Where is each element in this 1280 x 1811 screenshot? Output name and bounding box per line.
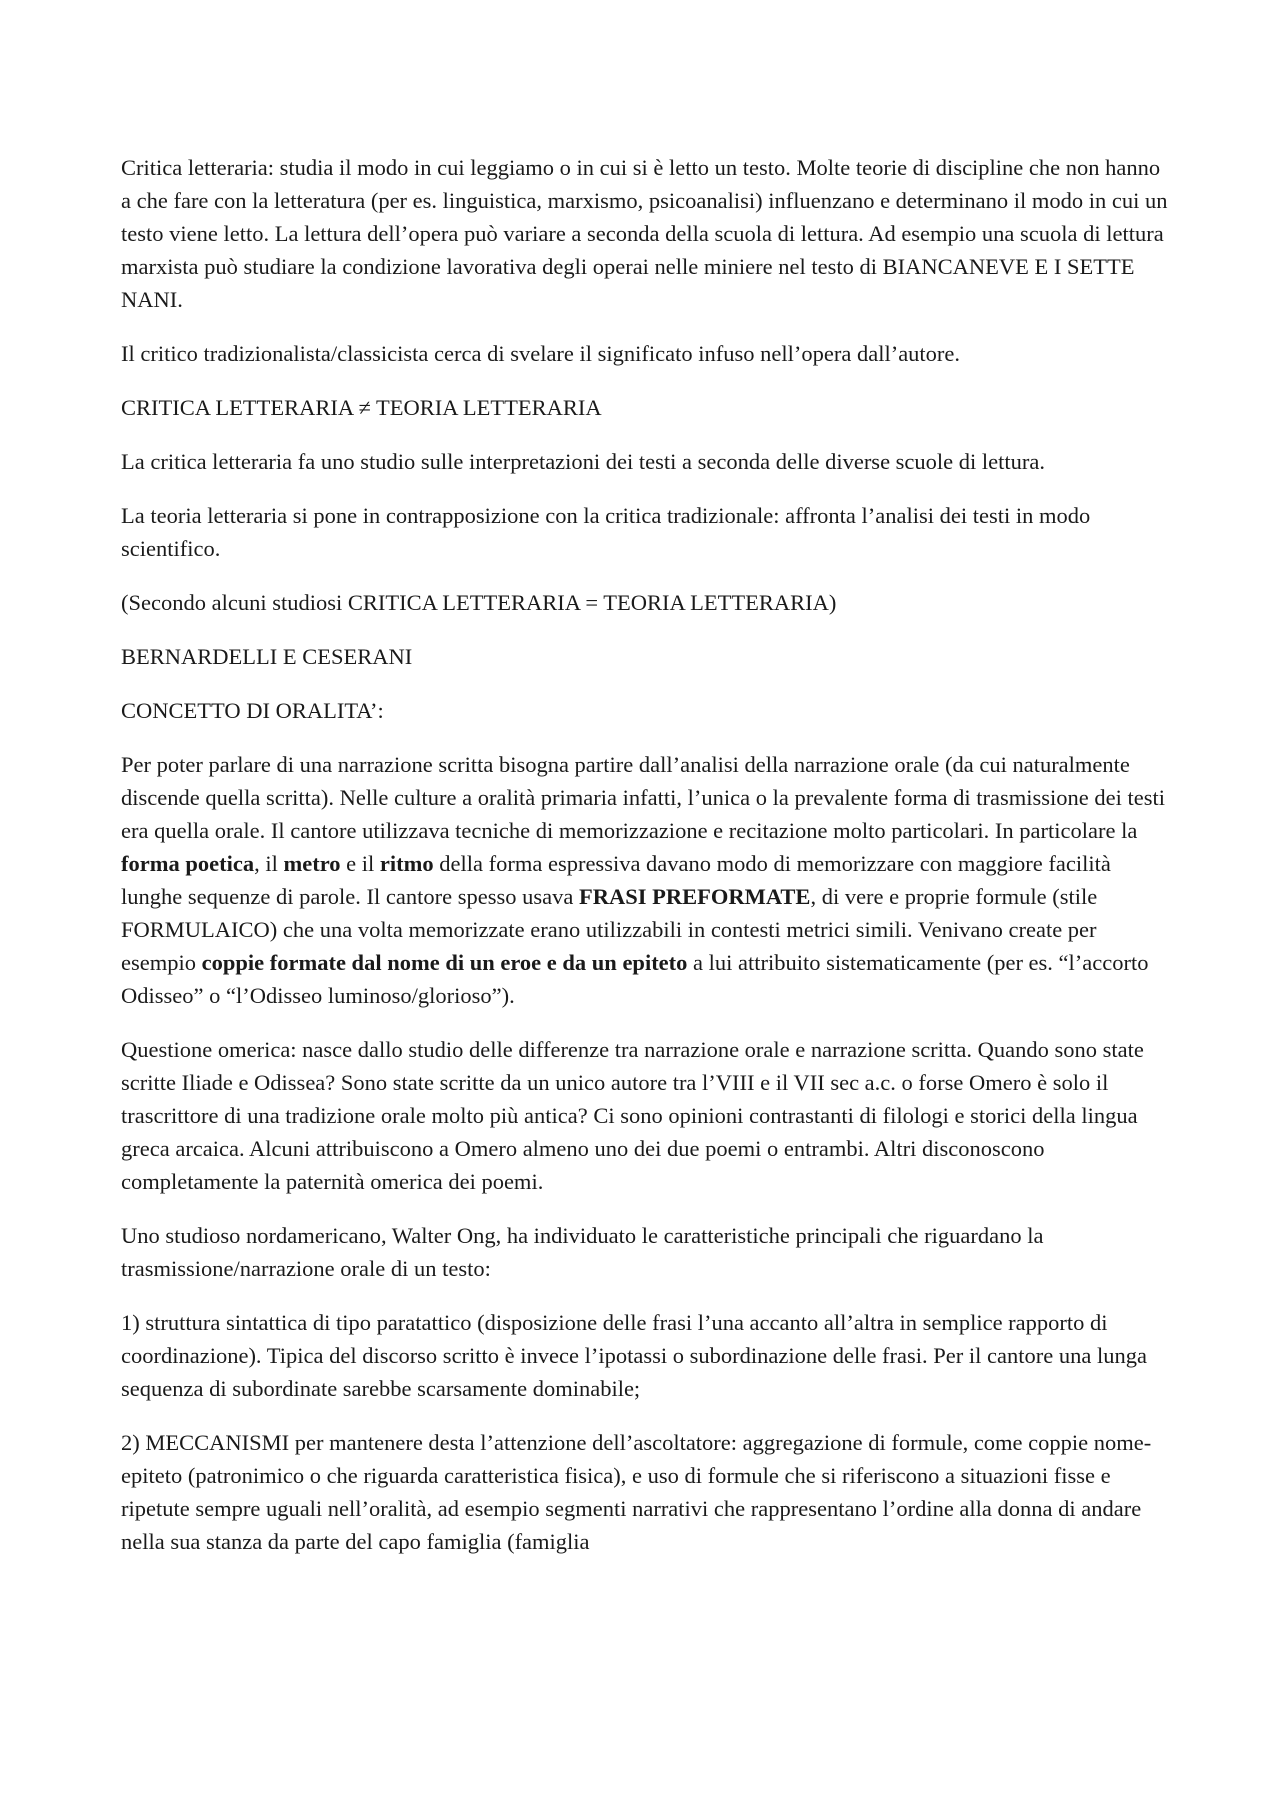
list-item-meccanismi: 2) MECCANISMI per mantenere desta l’attenzione dell’ascoltatore: aggregazione di formule, come coppie nome-epiteto (patronimico o che riguarda caratteristica fisica), e uso di formule che si riferiscono a situazioni fisse e ripetute sempre uguali nell’oralità, ad esempio segmenti narrativi che rappresentano l’ordine alla donna di andare nella sua stanza da parte del capo famiglia (famiglia bbox=[121, 1430, 1152, 1554]
paragraph-secondo-alcuni-studiosi: (Secondo alcuni studiosi CRITICA LETTERARIA = TEORIA LETTERARIA) bbox=[121, 590, 837, 615]
paragraph-critica-definizione: La critica letteraria fa uno studio sulle interpretazioni dei testi a seconda delle diverse scuole di lettura. bbox=[121, 449, 1046, 474]
heading-bernardelli-ceserani: BERNARDELLI E CESERANI bbox=[121, 644, 413, 669]
list-item-paratattico: 1) struttura sintattica di tipo paratattico (disposizione delle frasi l’una accanto all’altra in semplice rapporto di coordinazione). Tipica del discorso scritto è invece l’ipotassi o subordinazione delle frasi. Per il cantore una lunga sequenza di subordinate sarebbe scarsamente dominabile; bbox=[121, 1310, 1147, 1401]
paragraph-critico-tradizionalista: Il critico tradizionalista/classicista cerca di svelare il significato infuso nell’opera dall’autore. bbox=[121, 341, 961, 366]
text-segment: Per poter parlare di una narrazione scritta bisogna partire dall’analisi della narrazione orale (da cui naturalmente discende quella scritta). Nelle culture a oralità primaria infatti, l’unica o la prevalente forma di trasmissione dei testi era quella orale. Il cantore utilizzava tecniche di memorizzazione e recitazione molto particolari. In particolare la bbox=[121, 752, 1165, 843]
paragraph-critica-letteraria: Critica letteraria: studia il modo in cui leggiamo o in cui si è letto un testo. Molte teorie di discipline che non hanno a che fare con la letteratura (per es. linguistica, marxismo, psicoanalisi) influenzano e determinano il modo in cui un testo viene letto. La lettura dell’opera può variare a seconda della scuola di lettura. Ad esempio una scuola di lettura marxista può studiare la condizione lavorativa degli operai nelle miniere nel testo di BIANCANEVE E I SETTE NANI. bbox=[121, 155, 1168, 312]
text-segment: a lui attribuito sistematicamente (per es. “l’accorto Odisseo” o “l’Odisseo luminoso/glorioso”). bbox=[121, 950, 1149, 1008]
heading-critica-vs-teoria: CRITICA LETTERARIA ≠ TEORIA LETTERARIA bbox=[121, 395, 602, 420]
bold-frasi-preformate: FRASI PREFORMATE bbox=[578, 884, 811, 909]
paragraph-teoria-definizione: La teoria letteraria si pone in contrapposizione con la critica tradizionale: affronta l’analisi dei testi in modo scientifico. bbox=[121, 503, 1091, 561]
document-body bbox=[121, 151, 1171, 1579]
paragraph-questione-omerica: Questione omerica: nasce dallo studio delle differenze tra narrazione orale e narrazione scritta. Quando sono state scritte Iliade e Odissea? Sono state scritte da un unico autore tra l’VIII e il VII sec a.c. o forse Omero è solo il trascrittore di una tradizione orale molto più antica? Ci sono opinioni contrastanti di filologi e storici della lingua greca arcaica. Alcuni attribuiscono a Omero almeno uno dei due poemi o entrambi. Altri disconoscono completamente la paternità omerica dei poemi. bbox=[121, 1037, 1144, 1194]
bold-forma-poetica: forma poetica bbox=[121, 851, 255, 876]
paragraph-walter-ong: Uno studioso nordamericano, Walter Ong, ha individuato le caratteristiche principali che riguardano la trasmissione/narrazione orale di un testo: bbox=[121, 1223, 1044, 1281]
text-segment: , il bbox=[254, 851, 284, 876]
heading-concetto-oralita: CONCETTO DI ORALITA’: bbox=[121, 698, 384, 723]
bold-ritmo: ritmo bbox=[379, 851, 434, 876]
bold-coppie-formate: coppie formate dal nome di un eroe e da un epiteto bbox=[201, 950, 688, 975]
text-segment: , di vere e proprie formule (stile FORMULAICO) che una volta memorizzate erano utilizzabili in contesti metrici simili. Venivano create per esempio bbox=[121, 884, 1098, 975]
text-segment: della forma espressiva davano modo di memorizzare con maggiore facilità lunghe sequenze di parole. Il cantore spesso usava bbox=[121, 851, 1111, 909]
text-segment: e il bbox=[340, 851, 380, 876]
paragraph-narrazione-orale bbox=[121, 748, 1171, 1012]
bold-metro: metro bbox=[283, 851, 341, 876]
